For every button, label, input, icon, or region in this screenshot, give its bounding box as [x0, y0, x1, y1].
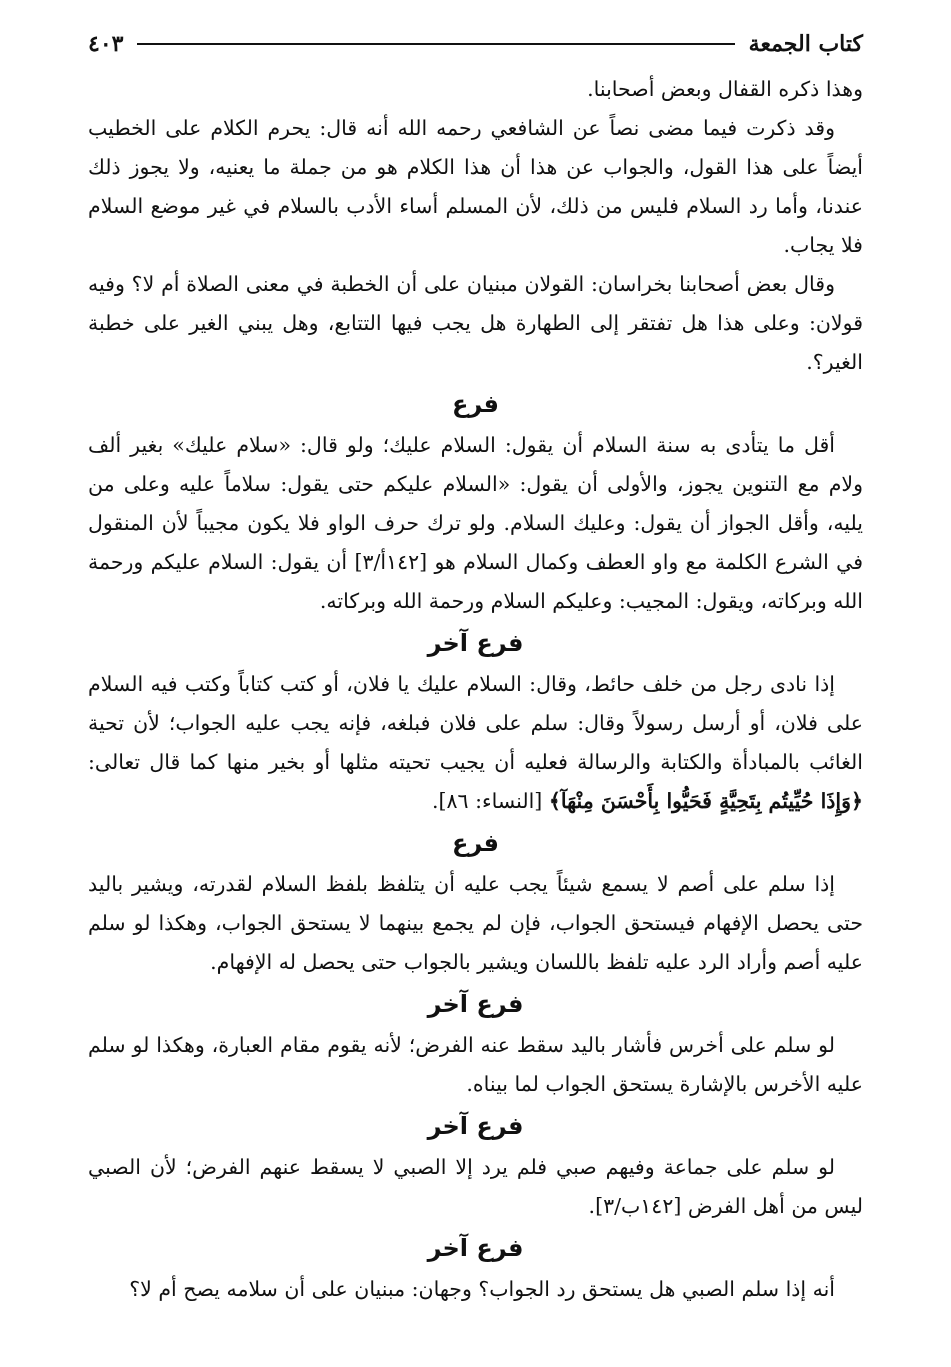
- section-heading-4: فرع آخر: [427, 990, 524, 1018]
- paragraph-9: أنه إذا سلم الصبي هل يستحق رد الجواب؟ وجهان: مبنيان على أن سلامه يصح أم لا؟: [129, 1277, 835, 1301]
- section-heading-2: فرع آخر: [427, 629, 524, 657]
- section-heading-3: فرع: [451, 829, 500, 857]
- section-heading-5: فرع آخر: [427, 1112, 524, 1140]
- running-title: كتاب الجمعة: [748, 31, 863, 57]
- quran-verse: ﴿وَإِذَا حُيِّيتُم بِتَحِيَّةٍ فَحَيُّوا بِأَحْسَنَ مِنْهَآ﴾: [548, 789, 863, 813]
- paragraph-3: وقال بعض أصحابنا بخراسان: القولان مبنيان على أن الخطبة في معنى الصلاة أم لا؟ وفيه قولان: وعلى هذا هل تفتقر إلى الطهارة هل يجب فيها التتابع، وهل يبني الغير على خطبة الغير؟.: [88, 272, 863, 374]
- page-number: ٤٠٣: [88, 31, 124, 57]
- section-heading-6: فرع آخر: [427, 1234, 524, 1262]
- paragraph-5-text: إذا نادى رجل من خلف حائط، وقال: السلام عليك يا فلان، أو كتب كتاباً وكتب فيه السلام على فلان، أو أرسل رسولاً وقال: سلم على فلان فبلغه، فإنه يجب عليه الجواب؛ لأن تحية الغائب بالمبادأة والكتابة والرسالة فعليه أن يجيب تحيته مثلها أو بخير منها كما قال تعالى:: [88, 672, 863, 774]
- paragraph-7: لو سلم على أخرس فأشار باليد سقط عنه الفرض؛ لأنه يقوم مقام العبارة، وهكذا لو سلم عليه الأخرس بالإشارة يستحق الجواب لما بيناه.: [88, 1033, 863, 1096]
- paragraph-5: [88, 665, 863, 821]
- paragraph-4: أقل ما يتأدى به سنة السلام أن يقول: السلام عليك؛ ولو قال: «سلام عليك» بغير ألف ولام مع التنوين يجوز، والأولى أن يقول: «السلام عليكم حتى يقول: سلاماً عليه وعلى من يليه، وأقل الجواز أن يقول: وعليك السلام. ولو ترك حرف الواو فلا يكون مجيباً لأن المنقول في الشرع الكلمة مع واو العطف وكمال السلام هو [١٤٢أ/٣] أن يقول: السلام عليكم ورحمة الله وبركاته، ويقول: المجيب: وعليكم السلام ورحمة الله وبركاته.: [88, 433, 864, 613]
- section-heading-1: فرع: [451, 390, 500, 418]
- paragraph-1: وهذا ذكره القفال وبعض أصحابنا.: [587, 77, 863, 101]
- paragraph-8: لو سلم على جماعة وفيهم صبي فلم يرد إلا الصبي لا يسقط عنهم الفرض؛ لأن الصبي ليس من أهل الفرض [١٤٢ب/٣].: [88, 1155, 863, 1218]
- paragraph-6: إذا سلم على أصم لا يسمع شيئاً يجب عليه أن يتلفظ بلفظ السلام لقدرته، ويشير باليد حتى يحصل الإفهام فيستحق الجواب، فإن لم يجمع بينهما لا يستحق الجواب، وهكذا لو سلم عليه أصم وأراد الرد عليه تلفظ باللسان ويشير بالجواب حتى يحصل له الإفهام.: [88, 872, 863, 974]
- paragraph-2: وقد ذكرت فيما مضى نصاً عن الشافعي رحمه الله أنه قال: يحرم الكلام على الخطيب أيضاً على هذا القول، والجواب عن هذا أن هذا الكلام هو من جملة ما يعنيه، ولا يجوز ذلك عندنا، وأما رد السلام فليس من ذلك، لأن المسلم أساء الأدب بالسلام في غير موضع السلام فلا يجاب.: [88, 116, 863, 257]
- verse-reference: [النساء: ٨٦].: [432, 789, 543, 813]
- page-header: [88, 18, 863, 70]
- header-rule: [137, 43, 734, 45]
